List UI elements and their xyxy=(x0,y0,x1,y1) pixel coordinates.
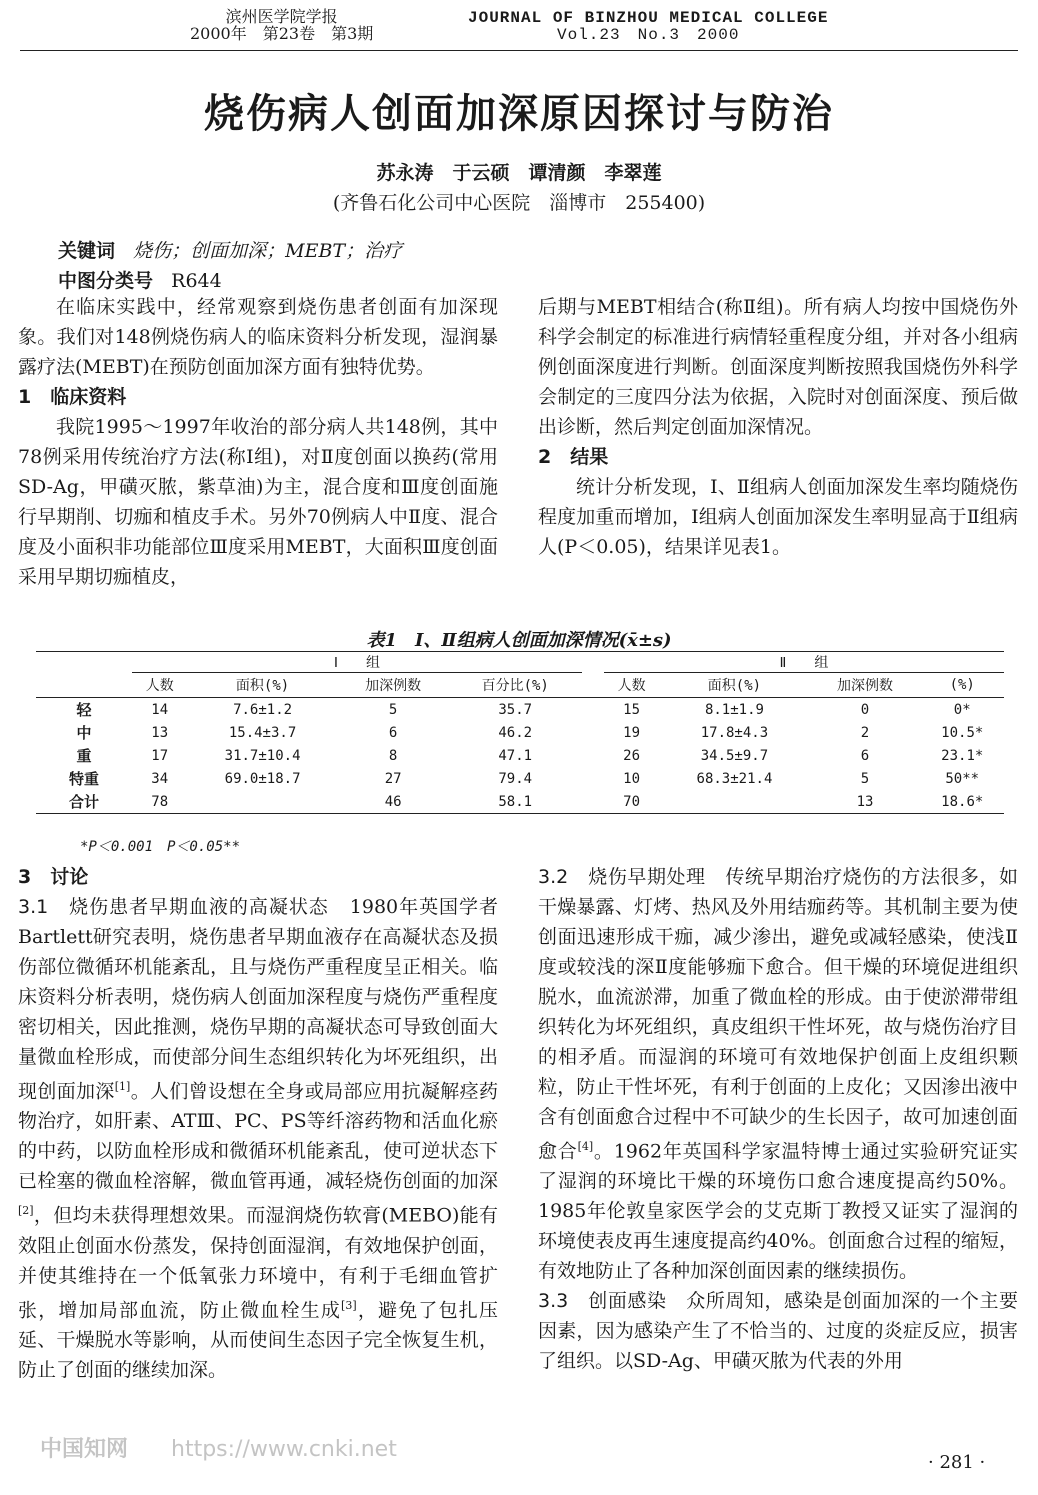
table-cell: 18.6* xyxy=(920,790,1004,814)
subsection-3-3-title: 3.3 创面感染 xyxy=(538,1290,667,1313)
subsection-3-1-text: 1980年英国学者Bartlett研究表明，烧伤患者早期血液存在高凝状态及损伤部位微循环机能紊乱，且与烧伤严重程度呈正相关。临床资料分析表明，烧伤病人创面加深程度与烧伤严重程度密切相关，因此推测，烧伤早期的高凝状态可导致创面大量微血栓形成，而使部分间生态组织转化为坏死组织，出现创面加深 xyxy=(18,896,498,1103)
header-cell: 加深例数 xyxy=(810,673,921,698)
results-table xyxy=(36,651,1004,814)
section-2-heading: 2 结果 xyxy=(538,446,609,468)
header-cell: 百分比(%) xyxy=(449,673,582,698)
table-cell: 13 xyxy=(151,724,169,741)
section-1-paragraph: 我院1995～1997年收治的部分病人共148例，其中78例采用传统治疗方法(称Ⅰ组)，对Ⅱ度创面以换药(常用SD-Ag，甲磺灭脓，紫草油)为主，混合度和Ⅲ度创面施行早期削、切痂和植皮手术。另外70例病人中Ⅱ度、混合度及小面积非功能部位Ⅲ度采用MEBT，大面积Ⅲ度创面采用早期切痂植皮， xyxy=(18,416,498,588)
table-cell: 2 xyxy=(860,724,870,741)
table-cell: 69.0±18.7 xyxy=(224,770,301,787)
section-1-continued: 后期与MEBT相结合(称Ⅱ组)。所有病人均按中国烧伤外科学会制定的标准进行病情轻重程度分组，并对各小组病例创面深度进行判断。创面深度判断按照我国烧伤外科学会制定的三度四分法为依据，入院时对创面深度、预后做出诊断，然后判定创面加深情况。 xyxy=(538,296,1018,438)
subsection-3-2-title: 3.2 烧伤早期处理 xyxy=(538,866,706,888)
table-cell xyxy=(659,790,809,814)
intro-paragraph: 在临床实践中，经常观察到烧伤患者创面有加深现象。我们对148例烧伤病人的临床资料分析发现，湿润暴露疗法(MEBT)在预防创面加深方面有独特优势。 xyxy=(18,296,498,378)
table-group-row xyxy=(36,652,1004,673)
left-column-upper xyxy=(18,292,498,592)
journal-name-en: JOURNAL OF BINZHOU MEDICAL COLLEGE xyxy=(468,9,829,27)
table-cell: 34 xyxy=(151,770,169,787)
subsection-3-2 xyxy=(538,862,1018,1286)
classification-line xyxy=(58,266,222,293)
header-cell: (%) xyxy=(920,673,1004,698)
subsection-3-1-text-3: ，但均未获得理想效果。而湿润烧伤软膏(MEBO)能有效阻止创面水份蒸发，保持创面湿润，有效地保护创面，并使其维持在一个低氧张力环境中，有利于毛细血管扩张，增加局部血流，防止微血栓生成 xyxy=(18,1204,498,1321)
table-cell: 70 xyxy=(604,790,659,814)
table-row xyxy=(36,744,1004,767)
watermark-url: https://www.cnki.net xyxy=(171,1437,397,1462)
table-row xyxy=(36,767,1004,790)
table-cell: 17 xyxy=(151,747,169,764)
issue-cn: 2000年 第23卷 第3期 xyxy=(190,24,374,43)
table-row xyxy=(36,698,1004,722)
subsection-3-2-text-2: 。1962年英国科学家温特博士通过实验研究证实了湿润的环境比干燥的环境伤口愈合速度提高约50%。1985年伦敦皇家医学会的艾克斯丁教授又证实了湿润的环境使表皮再生速度提高约40%。创面愈合过程的缩短，有效地防止了各种加深创面因素的继续损伤。 xyxy=(538,1140,1018,1283)
citation-3: [3] xyxy=(341,1298,357,1312)
section-1-heading: 1 临床资料 xyxy=(18,386,127,408)
citation-1: [1] xyxy=(114,1080,131,1093)
header-cell: 面积(%) xyxy=(187,673,337,698)
citation-2: [2] xyxy=(18,1204,34,1218)
table-cell: 46 xyxy=(338,790,449,814)
keywords-line xyxy=(58,236,402,263)
table-cell: 15.4±3.7 xyxy=(228,724,297,741)
table-cell: 6 xyxy=(388,724,398,741)
table-row-total xyxy=(36,790,1004,814)
table-footnote: *P＜0.001 P＜0.05** xyxy=(80,839,241,855)
table-cell: 23.1* xyxy=(941,747,984,764)
table-cell: 50** xyxy=(945,770,980,787)
table-cell: 68.3±21.4 xyxy=(696,770,773,787)
table-cell: 58.1 xyxy=(449,790,582,814)
table-cell: 79.4 xyxy=(498,770,533,787)
journal-header-cn xyxy=(190,8,373,42)
keywords-text: 烧伤；创面加深；MEBT；治疗 xyxy=(133,240,403,262)
table-cell: 0* xyxy=(953,701,971,718)
header-cell: 人数 xyxy=(604,673,659,698)
subsection-3-2-text: 传统早期治疗烧伤的方法很多，如干燥暴露、灯烤、热风及外用结痂药等。其机制主要为使创面迅速形成干痂，减少渗出，避免或减轻感染，使浅Ⅱ度或较浅的深Ⅱ度能够痂下愈合。但干燥的环境促进组织脱水，血流淤滞，加重了微血栓的形成。由于使淤滞带组织转化为坏死组织，真皮组织干性坏死，故与烧伤治疗目的相矛盾。而湿润的环境可有效地保护创面上皮组织颗粒，防止干性坏死，有利于创面的上皮化；又因渗出液中含有创面愈合过程中不可缺少的生长因子，故可加速创面愈合 xyxy=(538,866,1018,1163)
table-cell: 7.6±1.2 xyxy=(233,701,293,718)
header-rule xyxy=(20,50,1018,51)
subsection-3-1 xyxy=(18,892,498,1385)
table-cell: 15 xyxy=(623,701,641,718)
group-2-header: Ⅱ 组 xyxy=(604,652,1004,673)
group-1-header: Ⅰ 组 xyxy=(132,652,582,673)
table-cell: 8 xyxy=(388,747,398,764)
table-cell: 14 xyxy=(151,701,169,718)
table-cell: 10.5* xyxy=(941,724,984,741)
affiliation: (齐鲁石化公司中心医院 淄博市 255400) xyxy=(332,192,706,214)
classification-label: 中图分类号 xyxy=(58,270,154,292)
table-cell: 8.1±1.9 xyxy=(704,701,764,718)
header-cell: 人数 xyxy=(132,673,187,698)
table-cell: 6 xyxy=(860,747,870,764)
article-title: 烧伤病人创面加深原因探讨与防治 xyxy=(204,90,834,137)
table-cell: 5 xyxy=(860,770,870,787)
table-cell: 27 xyxy=(384,770,402,787)
section-2-paragraph: 统计分析发现，Ⅰ、Ⅱ组病人创面加深发生率均随烧伤程度加重而增加，Ⅰ组病人创面加深发生率明显高于Ⅱ组病人(P＜0.05)，结果详见表1。 xyxy=(538,476,1018,558)
table-cell: 78 xyxy=(132,790,187,814)
header-cell: 加深例数 xyxy=(338,673,449,698)
journal-name-cn: 滨州医学院学报 xyxy=(225,7,338,26)
subsection-3-1-text-4: ，避免了包扎压延、干燥脱水等影响，从而使间生态因子完全恢复生机，防止了创面的继续加深。 xyxy=(18,1298,498,1381)
table-cell: 5 xyxy=(388,701,398,718)
table-cell: 35.7 xyxy=(498,701,533,718)
section-3-heading: 3 讨论 xyxy=(18,866,89,888)
keywords-label: 关键词 xyxy=(58,240,116,262)
table-cell: 47.1 xyxy=(498,747,533,764)
table-cell: 19 xyxy=(623,724,641,741)
row-label: 中 xyxy=(76,724,92,742)
author-list: 苏永涛 于云硕 谭清颜 李翠莲 xyxy=(376,162,662,184)
table-caption: 表1 Ⅰ、Ⅱ组病人创面加深情况(x̄±s) xyxy=(366,630,672,651)
table-cell: 34.5±9.7 xyxy=(700,747,769,764)
subsection-3-1-text-2: 。人们曾设想在全身或局部应用抗凝解痉药物治疗，如肝素、ATⅢ、PC、PS等纤溶药物和活血化瘀的中药，以防血栓形成和微循环机能紊乱，使可逆状态下已栓塞的微血栓溶解，微血管再通，减轻烧伤创面的加深 xyxy=(18,1080,498,1193)
table-cell xyxy=(187,790,337,814)
citation-4: [4] xyxy=(577,1140,594,1153)
table-header-row xyxy=(36,673,1004,698)
table-cell: 26 xyxy=(623,747,641,764)
table-row xyxy=(36,721,1004,744)
table-cell: 46.2 xyxy=(498,724,533,741)
row-label: 重 xyxy=(76,747,92,765)
row-label: 轻 xyxy=(76,701,92,719)
table-cell: 0 xyxy=(860,701,870,718)
subsection-3-3 xyxy=(538,1286,1018,1376)
row-label: 特重 xyxy=(68,770,99,788)
header-cell: 面积(%) xyxy=(659,673,809,698)
header-cell xyxy=(36,673,132,698)
classification-value: R644 xyxy=(171,270,222,292)
table-cell: 31.7±10.4 xyxy=(224,747,301,764)
left-column-lower xyxy=(18,862,498,1385)
watermark-logo-text: 中国知网 xyxy=(40,1437,129,1462)
table-cell: 13 xyxy=(810,790,921,814)
issue-en: Vol.23 No.3 2000 xyxy=(557,26,740,44)
cnki-watermark xyxy=(40,1432,397,1463)
page-number: · 281 · xyxy=(928,1452,986,1473)
right-column-lower xyxy=(538,862,1018,1376)
table-cell: 17.8±4.3 xyxy=(700,724,769,741)
right-column-upper xyxy=(538,292,1018,562)
journal-header-en xyxy=(468,10,828,44)
row-label: 合计 xyxy=(36,790,132,814)
subsection-3-3-text: 众所周知，感染是创面加深的一个主要因素，因为感染产生了不恰当的、过度的炎症反应，损害了组织。以SD-Ag、甲磺灭脓为代表的外用 xyxy=(538,1290,1018,1373)
table-cell: 10 xyxy=(623,770,641,787)
subsection-3-1-title: 3.1 烧伤患者早期血液的高凝状态 xyxy=(18,896,329,918)
